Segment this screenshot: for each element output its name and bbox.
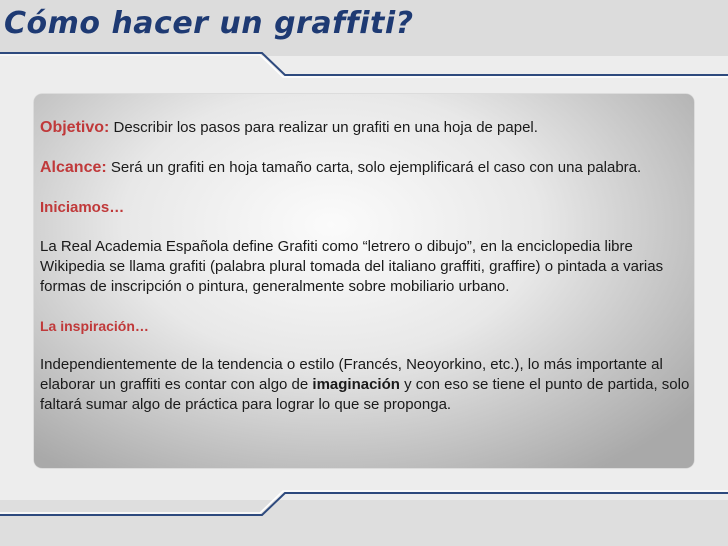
alcance-line xyxy=(40,158,700,178)
alcance-label: Alcance: xyxy=(40,159,107,176)
iniciamos-heading: Iniciamos… xyxy=(40,199,125,216)
slide-title: Cómo hacer un graffiti? xyxy=(4,6,414,41)
paragraph-1: La Real Academia Española define Grafiti como “letrero o dibujo”, en la enciclopedia libre Wikipedia se llama grafiti (palabra plural tomada del italiano graffiti, graffire) o pintada a varias formas de inscripción o pintura, generalmente sobre mobiliario urbano. xyxy=(40,238,664,295)
paragraph-2-text-b: y con eso se tiene el punto de partida, solo faltará sumar algo de práctica para lograr lo que se proponga. xyxy=(40,376,690,413)
paragraph-2 xyxy=(40,355,700,415)
inspiracion-heading: La inspiración… xyxy=(40,318,149,334)
objetivo-text: Describir los pasos para realizar un grafiti en una hoja de papel. xyxy=(109,119,538,136)
bottom-band xyxy=(0,500,728,546)
slide-body xyxy=(40,118,700,415)
objetivo-line xyxy=(40,118,700,138)
alcance-text: Será un grafiti en hoja tamaño carta, solo ejemplificará el caso con una palabra. xyxy=(106,159,642,176)
paragraph-2-text-a: Independientemente de la tendencia o estilo (Francés, Neoyorkino, etc.), lo más importante al elaborar un graffiti es contar con algo de xyxy=(40,356,663,393)
paragraph-2-bold: imaginación xyxy=(312,376,400,393)
objetivo-label: Objetivo: xyxy=(40,119,110,136)
